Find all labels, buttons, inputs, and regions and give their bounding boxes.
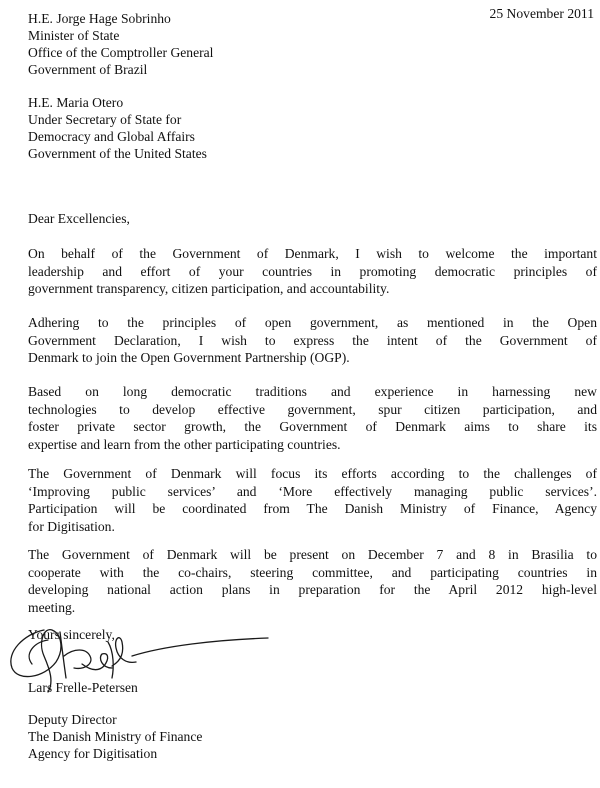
recipient-office: Democracy and Global Affairs (28, 129, 195, 144)
recipient-title: Under Secretary of State for (28, 112, 182, 127)
recipient-name: H.E. Jorge Hage Sobrinho (28, 11, 171, 26)
paragraph-line: leadership and effort of your countries in promoting democratic principles of (28, 263, 597, 279)
signer-position: Deputy Director (28, 712, 117, 727)
recipient-office: Office of the Comptroller General (28, 45, 214, 60)
signer-ministry: The Danish Ministry of Finance (28, 729, 203, 744)
paragraph-line: cooperate with the co-chairs, steering committee, and participating countries in (28, 564, 597, 580)
paragraph-line: Government Declaration, I wish to express the intent of the Government of (28, 332, 597, 348)
body-paragraph-3 (28, 383, 597, 453)
recipient-name: H.E. Maria Otero (28, 95, 124, 110)
paragraph-line: Adhering to the principles of open government, as mentioned in the Open (28, 315, 597, 330)
paragraph-line: On behalf of the Government of Denmark, I wish to welcome the important (28, 246, 597, 261)
closing: Yours sincerely, (28, 627, 115, 642)
recipient-government: Government of the United States (28, 146, 207, 161)
paragraph-line: meeting. (28, 599, 76, 615)
recipient-government: Government of Brazil (28, 62, 148, 77)
paragraph-line: developing national action plans in preparation for the April 2012 high-level (28, 582, 597, 597)
paragraph-line: The Government of Denmark will focus its efforts according to the challenges of (28, 466, 597, 481)
body-paragraph-5 (28, 546, 597, 616)
paragraph-line: ‘Improving public services’ and ‘More effectively managing public services’. (28, 483, 597, 499)
paragraph-line: for Digitisation. (28, 518, 115, 534)
paragraph-line: foster private sector growth, the Government of Denmark aims to share its (28, 419, 597, 434)
paragraph-line: expertise and learn from the other participating countries. (28, 436, 341, 452)
salutation: Dear Excellencies, (28, 211, 130, 226)
recipient-address-us (28, 94, 207, 162)
recipient-address-brazil (28, 10, 213, 78)
paragraph-line: technologies to develop effective government, spur citizen participation, and (28, 401, 597, 417)
body-paragraph-2 (28, 314, 597, 367)
paragraph-line: government transparency, citizen participation, and accountability. (28, 281, 390, 296)
letter-date: 25 November 2011 (489, 6, 594, 21)
recipient-title: Minister of State (28, 28, 120, 43)
paragraph-line: Denmark to join the Open Government Partnership (OGP). (28, 350, 350, 365)
signer-agency: Agency for Digitisation (28, 746, 158, 761)
paragraph-line: Based on long democratic traditions and experience in harnessing new (28, 384, 597, 399)
body-paragraph-1 (28, 245, 597, 298)
signer-name: Lars Frelle-Petersen (28, 680, 138, 695)
body-paragraph-4 (28, 465, 597, 535)
signer-title-block (28, 711, 202, 762)
paragraph-line: Participation will be coordinated from The Danish Ministry of Finance, Agency (28, 501, 597, 516)
paragraph-line: The Government of Denmark will be present on December 7 and 8 in Brasilia to (28, 547, 597, 562)
